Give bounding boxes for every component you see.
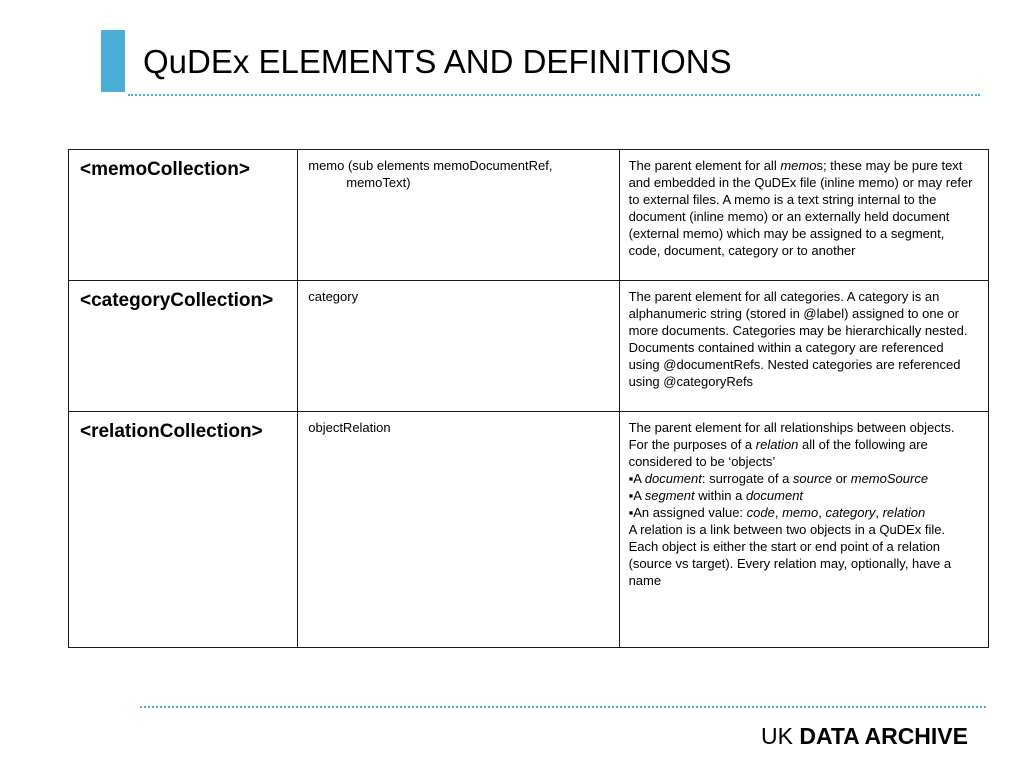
element-cell	[69, 412, 298, 648]
bullet-text: An assigned value:	[633, 505, 747, 520]
definition: The parent element for all categories. A category is an alphanumeric string (stored in @label) assigned to one or more documents. Categories may be hierarchically nested. Documents contained within a category are referenced using @documentRefs. Nested categories are referenced using @categoryRefs	[628, 289, 968, 389]
sub-elements-cell	[298, 281, 619, 412]
bullet-text: ,	[774, 505, 783, 520]
bullet-text: : surrogate of a	[701, 471, 793, 486]
definition-cell	[619, 150, 988, 281]
bullet-item	[629, 487, 978, 504]
definition	[620, 150, 988, 259]
definition-cell	[619, 281, 988, 412]
definition-outro: A relation is a link between two objects in a QuDEx file. Each object is either the start or end point of a relation (source vs target). Every relation may, optionally, have a name	[628, 522, 952, 588]
bullet-emphasis: memoSource	[850, 471, 929, 486]
definition-emphasis: memo	[780, 158, 817, 173]
logo-strong: DATA ARCHIVE	[799, 723, 968, 749]
sub-elements-continuation: memoText)	[346, 175, 411, 190]
bullet-text: A	[633, 471, 645, 486]
bullet-emphasis: segment	[644, 488, 695, 503]
sub-elements-cell	[298, 150, 619, 281]
logo-prefix: UK	[760, 723, 800, 749]
table-row	[69, 412, 989, 648]
definition-intro: The parent element for all relationships between objects.	[628, 420, 955, 435]
bullet-emphasis: document	[644, 471, 702, 486]
sub-elements-line: memo (sub elements memoDocumentRef,	[308, 158, 553, 173]
bullet-item	[629, 504, 978, 521]
title-divider	[128, 94, 980, 96]
uk-data-archive-logo	[761, 721, 968, 751]
element-name: <relationCollection>	[80, 421, 263, 442]
table-row	[69, 281, 989, 412]
bullet-emphasis: memo	[782, 505, 819, 520]
table-row	[69, 150, 989, 281]
definition-text: all of the following are considered to be ‘objects’	[628, 437, 928, 469]
definition-text: The parent element for all	[628, 158, 781, 173]
sub-elements	[298, 281, 618, 305]
bullet-text: ,	[875, 505, 883, 520]
bullet-emphasis: document	[745, 488, 804, 503]
sub-elements-line: objectRelation	[308, 420, 391, 435]
bullet-emphasis: source	[792, 471, 832, 486]
sub-elements	[298, 412, 618, 436]
definition-cell	[619, 412, 988, 648]
bullet-item	[629, 470, 978, 487]
bullet-text: A	[633, 488, 645, 503]
bullet-emphasis: code	[746, 505, 775, 520]
element-cell	[69, 150, 298, 281]
element-name: <memoCollection>	[80, 159, 250, 180]
definition-purposes	[629, 436, 978, 470]
bullet-text: ,	[818, 505, 826, 520]
slide-title: QuDEx ELEMENTS AND DEFINITIONS	[143, 43, 732, 80]
definition-text: s; these may be pure text and embedded in the QuDEx file (inline memo) or may refer to external files. A memo is a text string internal to the document (inline memo) or an externally held document (external memo) which may be assigned to a segment, code, document, category or to another	[628, 158, 973, 258]
sub-elements-line: category	[308, 289, 359, 304]
bullet-emphasis: category	[825, 505, 876, 520]
bullet-text: or	[831, 471, 851, 486]
bullet-text: within a	[694, 488, 746, 503]
definition-emphasis: relation	[755, 437, 799, 452]
footer-divider	[140, 706, 986, 708]
sub-elements-cell	[298, 412, 619, 648]
sub-elements	[298, 150, 618, 191]
element-cell	[69, 281, 298, 412]
definitions-table	[68, 149, 989, 648]
definition-text: For the purposes of a	[628, 437, 756, 452]
element-name: <categoryCollection>	[80, 290, 274, 311]
bullet-emphasis: relation	[882, 505, 926, 520]
definition	[620, 412, 988, 589]
title-accent-bar	[101, 30, 125, 92]
